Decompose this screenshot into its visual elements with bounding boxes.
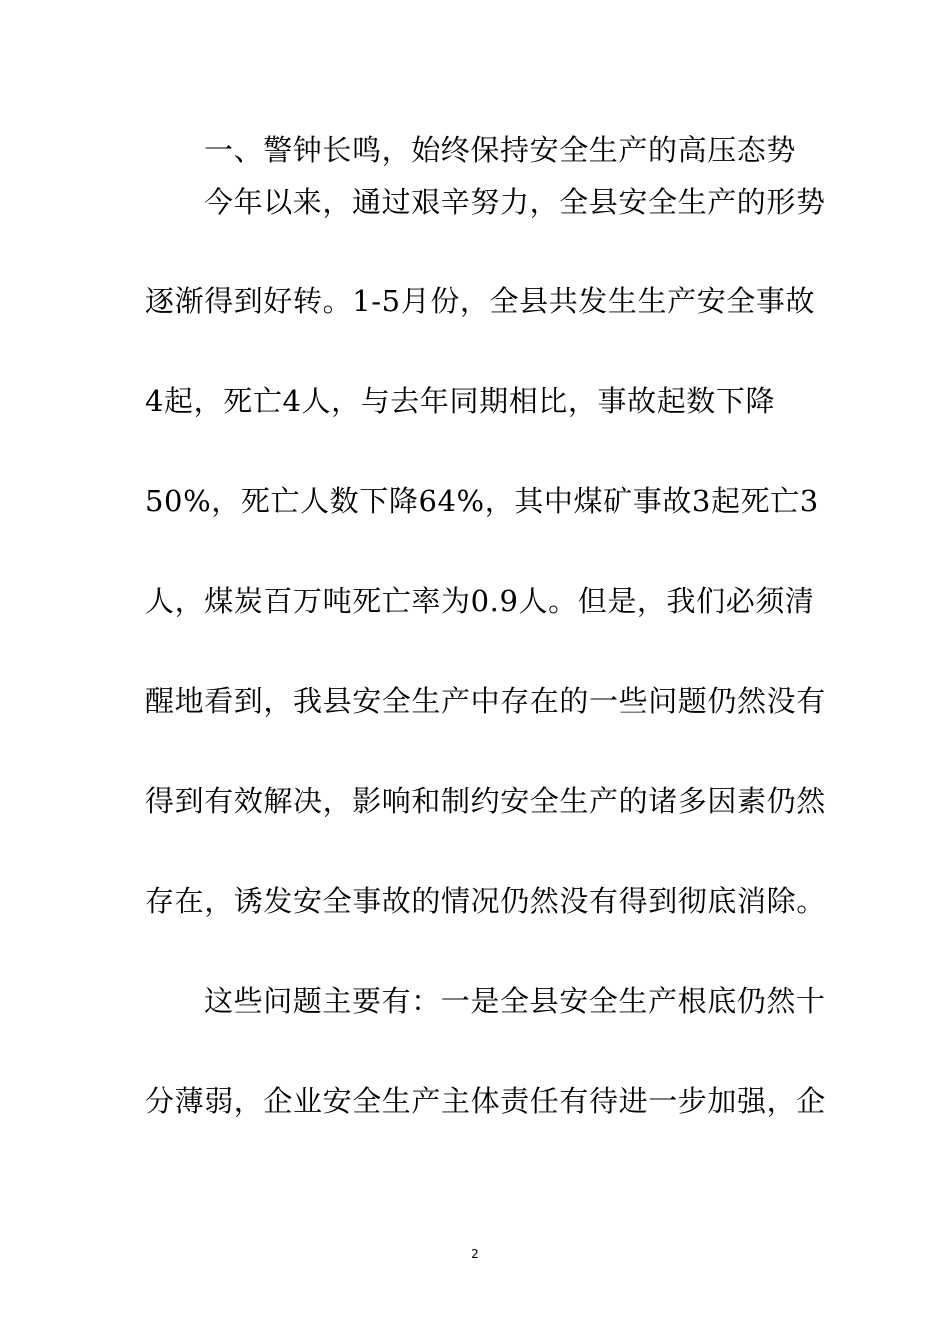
paragraph-line-2: 逐渐得到好转。1-5月份，全县共发生生产安全事故 [145, 284, 816, 318]
paragraph-line-9: 这些问题主要有：一是全县安全生产根底仍然十 [204, 984, 826, 1018]
section-heading: 一、警钟长鸣，始终保持安全生产的高压态势 [204, 133, 797, 167]
paragraph-line-5: 人，煤炭百万吨死亡率为0.9人。但是，我们必须清 [145, 584, 815, 618]
paragraph-line-4: 50%，死亡人数下降64%，其中煤矿事故3起死亡3 [145, 484, 819, 518]
paragraph-line-10: 分薄弱，企业安全生产主体责任有待进一步加强，企 [145, 1084, 826, 1118]
paragraph-line-7: 得到有效解决，影响和制约安全生产的诸多因素仍然 [145, 784, 826, 818]
paragraph-line-8: 存在，诱发安全事故的情况仍然没有得到彻底消除。 [145, 884, 826, 918]
paragraph-line-1: 今年以来，通过艰辛努力，全县安全生产的形势 [204, 185, 826, 219]
paragraph-line-3: 4起，死亡4人，与去年同期相比，事故起数下降 [145, 384, 776, 418]
page-number: 2 [471, 1247, 479, 1261]
paragraph-line-6: 醒地看到，我县安全生产中存在的一些问题仍然没有 [145, 684, 826, 718]
